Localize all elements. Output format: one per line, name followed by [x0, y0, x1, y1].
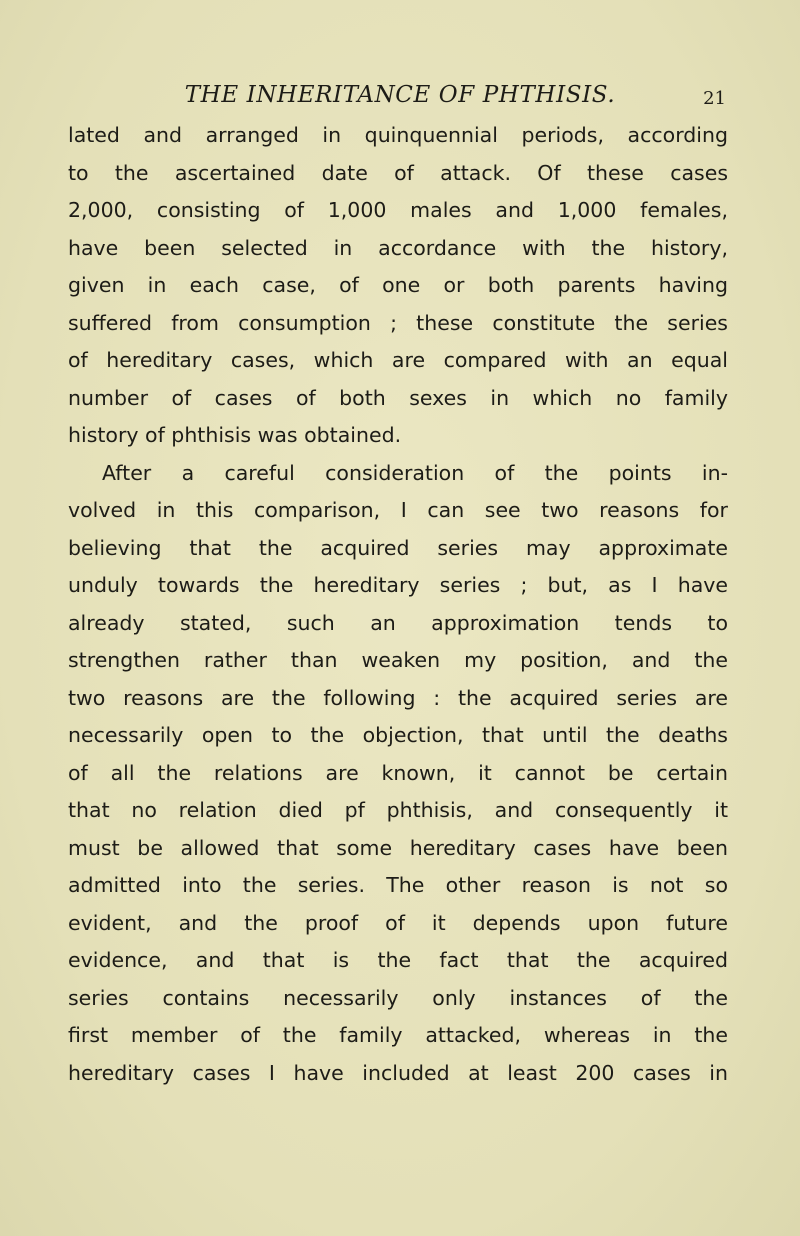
running-title: THE INHERITANCE OF PHTHISIS. [184, 82, 616, 108]
text-line: evidence, and that is the fact that the acquired [68, 948, 728, 972]
text-line: lated and arranged in quinquennial periods, according [68, 123, 728, 147]
text-line: After a careful consideration of the points in- [102, 460, 728, 485]
text-line: of hereditary cases, which are compared with an equal [68, 348, 728, 372]
running-head [0, 78, 800, 114]
text-line: volved in this comparison, I can see two reasons for [68, 498, 728, 522]
text-line: strengthen rather than weaken my position, and the [68, 648, 728, 672]
text-line: have been selected in accordance with the history, [68, 235, 728, 260]
text-line: first member of the family attacked, whereas in the [68, 1023, 728, 1047]
text-line: admitted into the series. The other reason is not so [68, 873, 728, 897]
text-line: to the ascertained date of attack. Of these cases [68, 160, 728, 185]
page-number: 21 [703, 88, 726, 109]
text-line: series contains necessarily only instances of the [68, 985, 728, 1010]
text-line: must be allowed that some hereditary cases have been [68, 835, 728, 860]
text-line: given in each case, of one or both parents having [68, 273, 728, 297]
text-line: necessarily open to the objection, that until the deaths [68, 723, 728, 747]
body-text [68, 117, 728, 1092]
text-line: two reasons are the following : the acquired series are [68, 685, 728, 710]
text-line: that no relation died pf phthisis, and consequently it [68, 798, 728, 822]
text-line: suffered from consumption ; these constitute the series [68, 310, 728, 335]
text-line: hereditary cases I have included at least 200 cases in [68, 1060, 728, 1085]
text-line: unduly towards the hereditary series ; but, as I have [68, 573, 728, 597]
text-line: evident, and the proof of it depends upon future [68, 910, 728, 935]
text-line: number of cases of both sexes in which no family [68, 385, 728, 410]
text-line: believing that the acquired series may approximate [68, 535, 728, 560]
text-line: already stated, such an approximation tends to [68, 610, 728, 635]
text-line: history of phthisis was obtained. [68, 423, 402, 447]
text-line: 2,000, consisting of 1,000 males and 1,000 females, [68, 198, 728, 222]
text-line: of all the relations are known, it cannot be certain [68, 760, 728, 785]
